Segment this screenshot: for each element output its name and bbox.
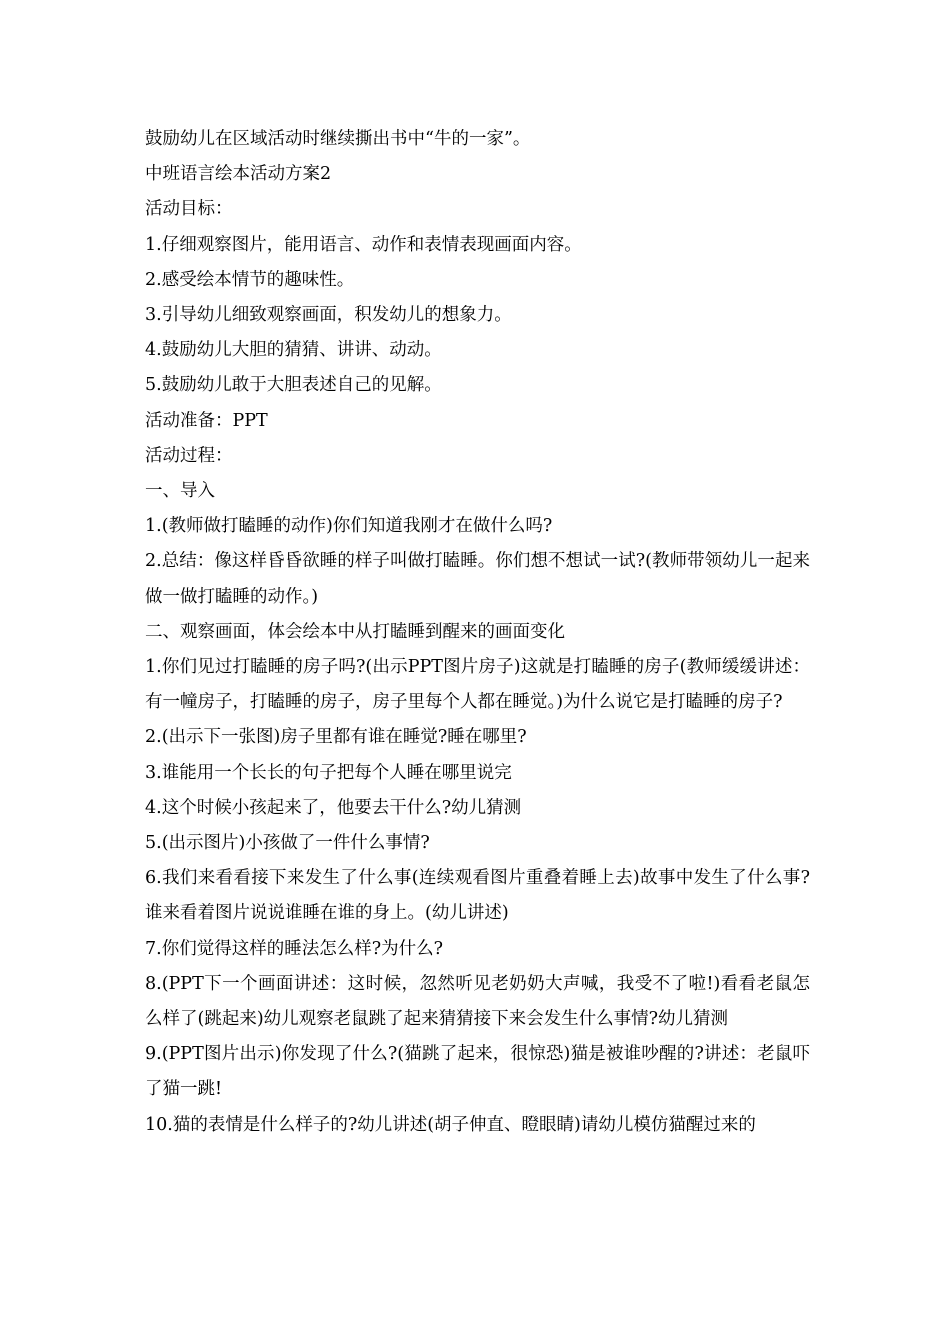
process-item: 7.你们觉得这样的睡法怎么样?为什么? [145, 938, 443, 959]
section-title: 中班语言绘本活动方案2 [145, 164, 332, 185]
process-item: 1.(教师做打瞌睡的动作)你们知道我刚才在做什么吗? [145, 516, 553, 537]
process-item: 3.谁能用一个长长的句子把每个人睡在哪里说完 [145, 762, 512, 783]
subheading-intro: 一、导入 [145, 481, 215, 502]
paragraph-encourage-tearing: 鼓励幼儿在区域活动时继续撕出书中“牛的一家”。 [145, 129, 531, 149]
process-item: 2.(出示下一张图)房子里都有谁在睡觉?睡在哪里? [145, 727, 527, 748]
heading-preparation: 活动准备：PPT [145, 410, 268, 431]
goal-item: 1.仔细观察图片，能用语言、动作和表情表现画面内容。 [145, 234, 582, 255]
heading-process: 活动过程： [145, 445, 233, 466]
subheading-observe: 二、观察画面，体会绘本中从打瞌睡到醒来的画面变化 [145, 621, 565, 642]
process-item: 8.(PPT下一个画面讲述：这时候，忽然听见老奶奶大声喊，我受不了啦!)看看老鼠怎么样了(跳起来)幼儿观察老鼠跳了起来猜猜接下来会发生什么事情?幼儿猜测 [145, 973, 810, 1030]
goal-item: 4.鼓励幼儿大胆的猜猜、讲讲、动动。 [145, 340, 442, 361]
goal-item: 3.引导幼儿细致观察画面，积发幼儿的想象力。 [145, 305, 512, 326]
process-item: 6.我们来看看接下来发生了什么事(连续观看图片重叠着睡上去)故事中发生了什么事?谁来看着图片说说谁睡在谁的身上。(幼儿讲述) [145, 868, 810, 924]
process-item: 1.你们见过打瞌睡的房子吗?(出示PPT图片房子)这就是打瞌睡的房子(教师缓缓讲述：有一幢房子，打瞌睡的房子，房子里每个人都在睡觉。)为什么说它是打瞌睡的房子? [145, 657, 810, 713]
process-item: 10.猫的表情是什么样子的?幼儿讲述(胡子伸直、瞪眼睛)请幼儿模仿猫醒过来的 [145, 1114, 756, 1135]
process-item: 5.(出示图片)小孩做了一件什么事情? [145, 833, 430, 854]
goal-item: 5.鼓励幼儿敢于大胆表述自己的见解。 [145, 375, 442, 396]
process-item: 4.这个时候小孩起来了，他要去干什么?幼儿猜测 [145, 797, 522, 818]
process-item: 2.总结：像这样昏昏欲睡的样子叫做打瞌睡。你们想不想试一试?(教师带领幼儿一起来做一做打瞌睡的动作。) [145, 551, 810, 607]
process-item: 9.(PPT图片出示)你发现了什么?(猫跳了起来，很惊恐)猫是被谁吵醒的?讲述：老鼠吓了猫一跳! [145, 1044, 810, 1100]
heading-goals: 活动目标： [145, 199, 233, 220]
goal-item: 2.感受绘本情节的趣味性。 [145, 269, 355, 290]
document-body [145, 122, 810, 1143]
